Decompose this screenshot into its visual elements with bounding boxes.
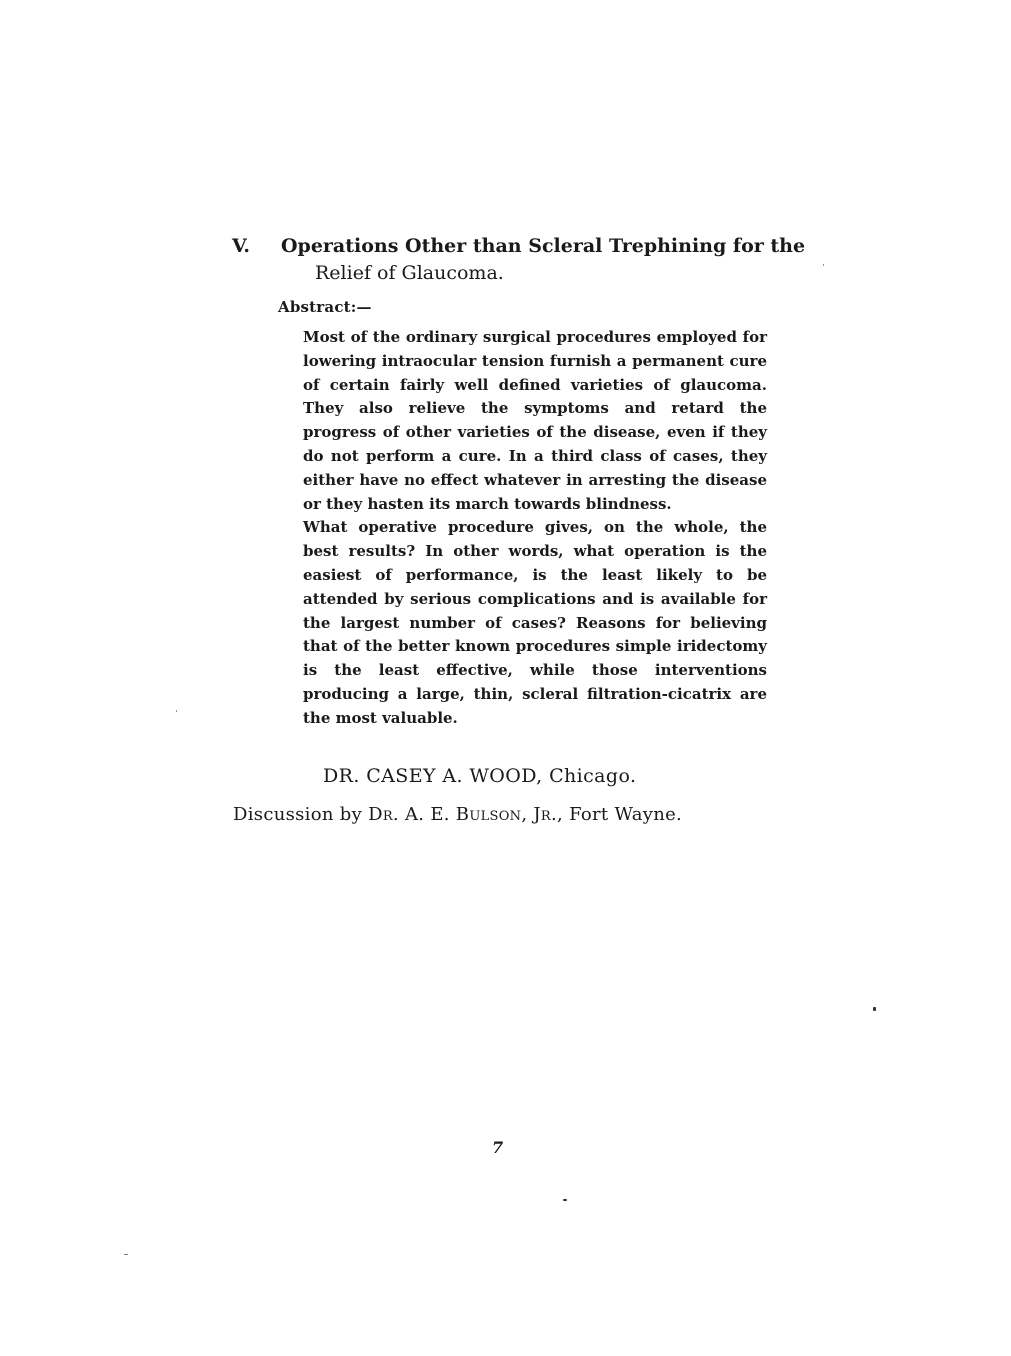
section-title-line-2: Relief of Glaucoma. xyxy=(315,262,504,284)
scan-speck xyxy=(873,1007,876,1011)
abstract-body xyxy=(303,326,767,731)
discussion-prefix: Discussion by xyxy=(233,804,363,825)
discussion-location: , Fort Wayne. xyxy=(557,804,683,825)
scan-speck xyxy=(124,1254,128,1255)
discussion-name: Dr. A. E. Bulson, Jr. xyxy=(368,804,558,825)
section-title-line-1: Operations Other than Scleral Trephining for the xyxy=(281,235,806,257)
discussion-line xyxy=(233,804,682,825)
scan-speck xyxy=(563,1199,567,1201)
author-line: DR. CASEY A. WOOD, Chicago. xyxy=(323,765,637,787)
page-number: 7 xyxy=(492,1138,504,1157)
abstract-paragraph: Most of the ordinary surgical procedures employed for lowering intraocular tension furnish a permanent cure of certain fairly well defined varieties of glaucoma. They also relieve the symptoms and retard the progress of other varieties of the disease, even if they do not perform a cure. In a third class of cases, they either have no effect whatever in arresting the disease or they hasten its march towards blindness. xyxy=(303,328,767,513)
section-number: V. xyxy=(232,235,251,257)
abstract-paragraph: What operative procedure gives, on the whole, the best results? In other words, what operation is the easiest of performance, is the least likely to be attended by serious complications and is available for the largest number of cases? Reasons for believing that of the better known procedures simple iridectomy is the least effective, while those interventions producing a large, thin, scleral filtration-cicatrix are the most valuable. xyxy=(303,518,767,727)
abstract-label: Abstract:— xyxy=(278,298,372,316)
scan-speck xyxy=(176,710,177,712)
scan-speck xyxy=(823,264,824,266)
